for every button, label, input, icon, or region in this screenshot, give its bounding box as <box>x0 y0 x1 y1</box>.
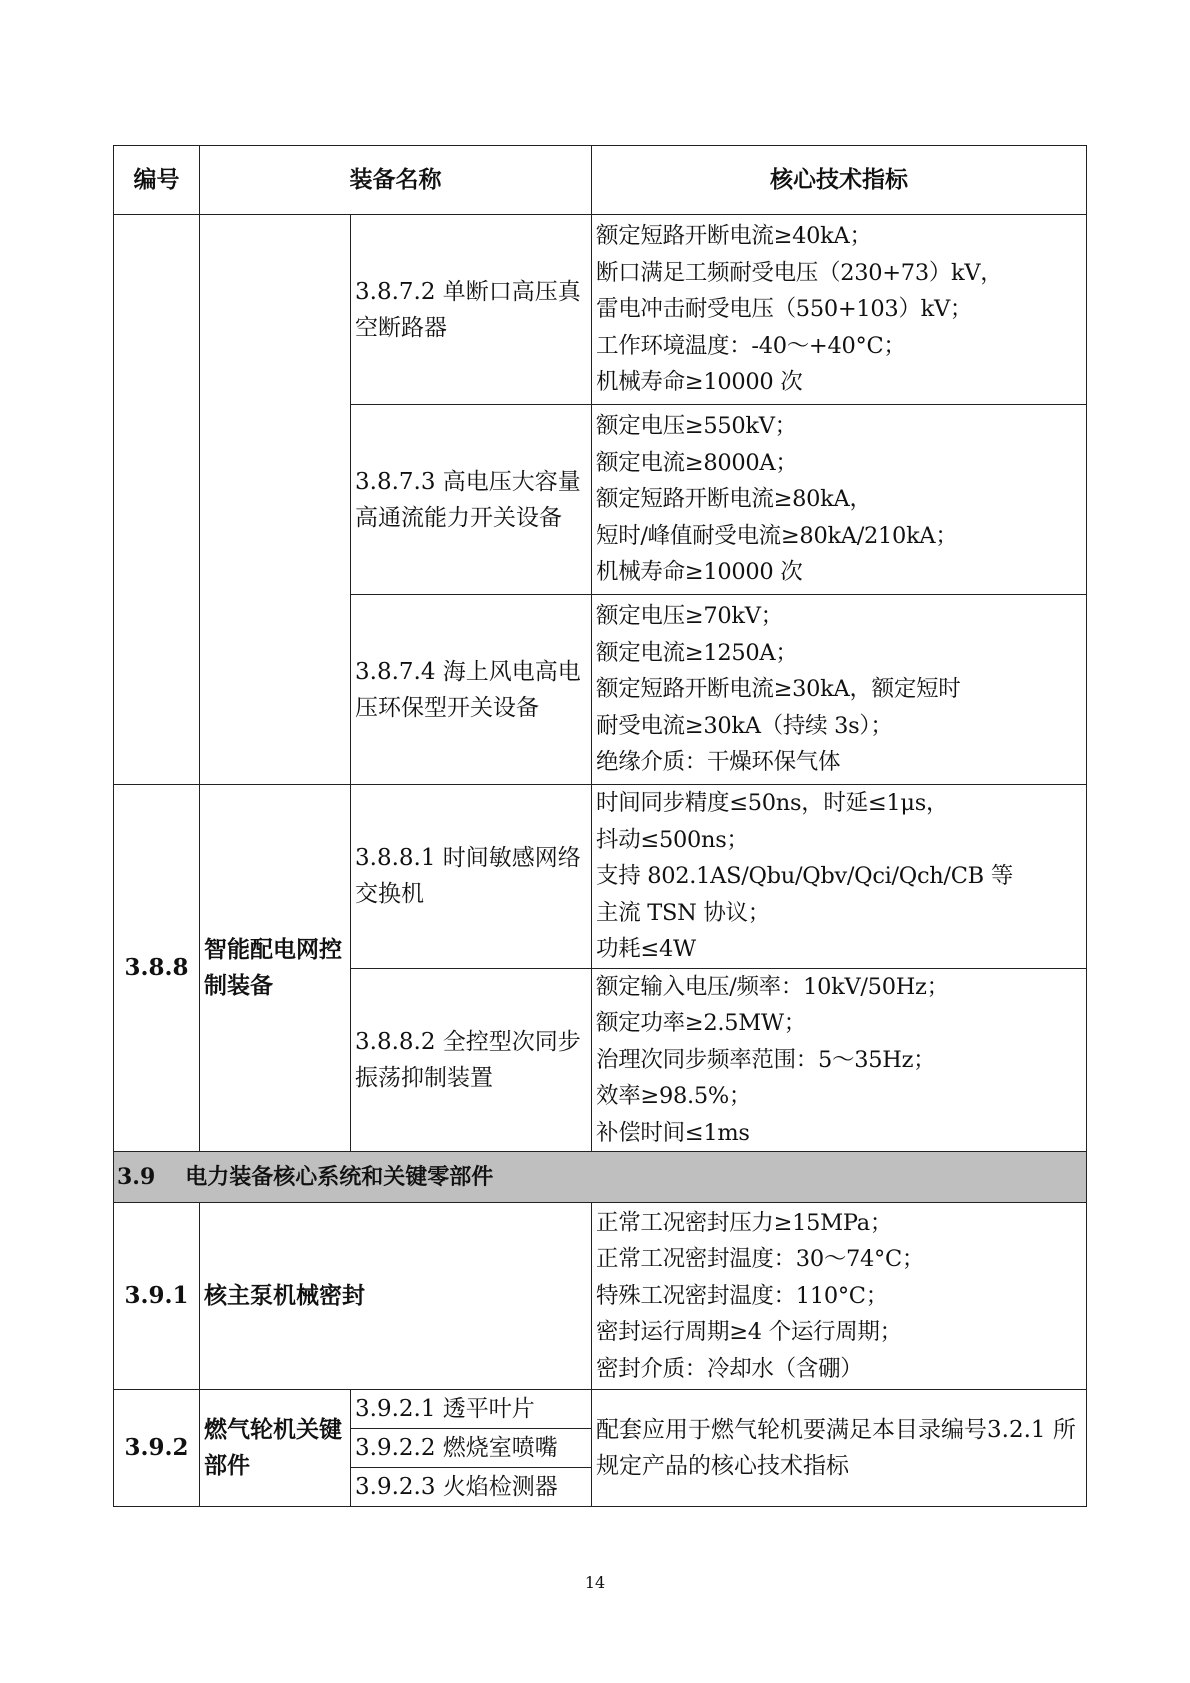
table-row <box>114 1203 1087 1390</box>
spec-line: 额定短路开断电流≥30kA，额定短时 <box>596 676 961 703</box>
equipment-name-3-8-7-2: 3.8.7.2 单断口高压真空断路器 <box>351 215 592 405</box>
spec-cell-3-8-8-2 <box>592 968 1087 1152</box>
spec-line: 正常工况密封温度：30～74°C； <box>596 1246 925 1273</box>
equipment-name-3-9-1: 核主泵机械密封 <box>200 1203 592 1390</box>
number-3-8-8: 3.8.8 <box>114 785 200 1152</box>
header-core-specs: 核心技术指标 <box>592 146 1087 215</box>
spec-line: 绝缘介质：干燥环保气体 <box>596 749 841 776</box>
spec-line: 补偿时间≤1ms <box>596 1119 750 1146</box>
spec-cell-3-8-7-4 <box>592 595 1087 785</box>
header-equipment-name: 装备名称 <box>200 146 592 215</box>
spec-line: 时间同步精度≤50ns，时延≤1μs， <box>596 790 949 816</box>
spec-line: 密封运行周期≥4 个运行周期； <box>596 1319 902 1346</box>
group-name-3-8-8: 智能配电网控制装备 <box>200 785 351 1152</box>
spec-line: 效率≥98.5%； <box>596 1083 752 1109</box>
equipment-name-3-8-8-2: 3.8.8.2 全控型次同步振荡抑制装置 <box>351 968 592 1152</box>
empty-number-cell <box>114 215 200 785</box>
spec-line: 耐受电流≥30kA（持续 3s）； <box>596 712 893 739</box>
spec-line: 工作环境温度：-40～+40°C； <box>596 332 906 359</box>
spec-line: 额定短路开断电流≥40kA； <box>596 223 872 250</box>
spec-line: 额定功率≥2.5MW； <box>596 1010 806 1036</box>
spec-cell-3-9-1 <box>592 1203 1087 1390</box>
spec-line: 雷电冲击耐受电压（550+103）kV； <box>596 296 973 323</box>
spec-cell-3-9-2: 配套应用于燃气轮机要满足本目录编号3.2.1 所规定产品的核心技术指标 <box>592 1390 1087 1507</box>
spec-line: 机械寿命≥10000 次 <box>596 369 803 396</box>
equipment-name-3-8-7-3: 3.8.7.3 高电压大容量高通流能力开关设备 <box>351 405 592 595</box>
equipment-name-3-8-7-4: 3.8.7.4 海上风电高电压环保型开关设备 <box>351 595 592 785</box>
spec-line: 额定输入电压/频率：10kV/50Hz； <box>596 973 949 1000</box>
section-heading-3-9 <box>114 1152 1087 1203</box>
equipment-name-3-8-8-1: 3.8.8.1 时间敏感网络交换机 <box>351 785 592 969</box>
spec-line: 特殊工况密封温度：110°C； <box>596 1282 888 1309</box>
spec-line: 额定短路开断电流≥80kA， <box>596 486 872 513</box>
spec-line: 短时/峰值耐受电流≥80kA/210kA； <box>596 522 958 549</box>
equipment-name-3-9-2-3: 3.9.2.3 火焰检测器 <box>351 1468 592 1507</box>
spec-line: 主流 TSN 协议； <box>596 899 770 926</box>
spec-line: 抖动≤500ns； <box>596 826 749 853</box>
table-row <box>114 785 1087 969</box>
table-row <box>114 1390 1087 1429</box>
spec-cell-3-8-7-2 <box>592 215 1087 405</box>
spec-line: 机械寿命≥10000 次 <box>596 559 803 586</box>
number-3-9-2: 3.9.2 <box>114 1390 200 1507</box>
equipment-name-3-9-2-1: 3.9.2.1 透平叶片 <box>351 1390 592 1429</box>
table-header-row <box>114 146 1087 215</box>
section-title: 电力装备核心系统和关键零部件 <box>185 1164 494 1190</box>
spec-line: 治理次同步频率范围：5～35Hz； <box>596 1046 936 1073</box>
section-heading-row <box>114 1152 1087 1203</box>
empty-group-cell <box>200 215 351 785</box>
header-number: 编号 <box>114 146 200 215</box>
spec-cell-3-8-8-1 <box>592 785 1087 969</box>
page-number: 14 <box>584 1573 606 1592</box>
table-row <box>114 215 1087 405</box>
spec-line: 额定电流≥8000A； <box>596 449 798 476</box>
spec-line: 正常工况密封压力≥15MPa； <box>596 1209 893 1236</box>
spec-line: 额定电压≥70kV； <box>596 603 783 630</box>
spec-line: 密封介质：冷却水（含硼） <box>596 1355 863 1382</box>
group-name-3-9-2: 燃气轮机关键部件 <box>200 1390 351 1507</box>
equipment-name-3-9-2-2: 3.9.2.2 燃烧室喷嘴 <box>351 1429 592 1468</box>
section-number: 3.9 <box>117 1163 156 1190</box>
spec-line: 断口满足工频耐受电压（230+73）kV， <box>596 259 1003 286</box>
spec-line: 额定电流≥1250A； <box>596 639 798 666</box>
number-3-9-1: 3.9.1 <box>114 1203 200 1390</box>
spec-line: 额定电压≥550kV； <box>596 413 797 440</box>
spec-line: 功耗≤4W <box>596 936 696 962</box>
equipment-table <box>113 145 1087 1507</box>
spec-line: 支持 802.1AS/Qbu/Qbv/Qci/Qch/CB 等 <box>596 863 1013 889</box>
spec-cell-3-8-7-3 <box>592 405 1087 595</box>
